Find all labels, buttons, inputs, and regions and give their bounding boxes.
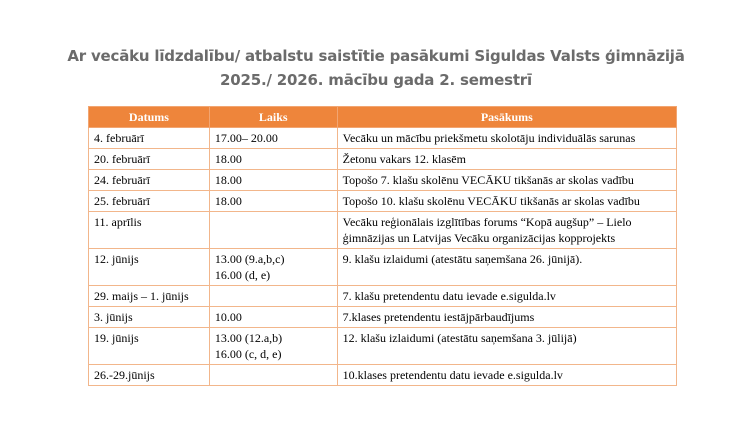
table-header-row xyxy=(89,107,677,128)
events-table xyxy=(88,106,677,386)
date-cell: 29. maijs – 1. jūnijs xyxy=(89,286,210,307)
time-line: 18.00 xyxy=(214,152,242,166)
header-time: Laiks xyxy=(209,107,337,128)
table-row xyxy=(89,249,677,286)
date-cell: 12. jūnijs xyxy=(89,249,210,286)
document-title xyxy=(0,44,752,92)
time-cell xyxy=(209,212,337,249)
event-cell: Vecāku reģionālais izglītības forums “Kopā augšup” – Lielo ģimnāzijas un Latvijas Vecāku organizācijas kopprojekts xyxy=(337,212,676,249)
event-cell: Topošo 7. klašu skolēnu VECĀKU tikšanās ar skolas vadību xyxy=(337,170,676,191)
table-row xyxy=(89,191,677,212)
time-line: 16.00 (d, e) xyxy=(214,268,271,282)
time-line: 18.00 xyxy=(214,194,242,208)
title-line-2: 2025./ 2026. mācību gada 2. semestrī xyxy=(220,71,532,89)
time-line: 16.00 (c, d, e) xyxy=(214,347,282,361)
time-line: 10.00 xyxy=(214,310,242,324)
date-cell: 3. jūnijs xyxy=(89,307,210,328)
event-cell: 12. klašu izlaidumi (atestātu saņemšana 3. jūlijā) xyxy=(337,328,676,365)
event-cell: 7.klases pretendentu iestājpārbaudījums xyxy=(337,307,676,328)
table-row xyxy=(89,307,677,328)
time-cell xyxy=(209,365,337,386)
time-cell xyxy=(209,328,337,365)
table-row xyxy=(89,149,677,170)
time-cell xyxy=(209,307,337,328)
table-body xyxy=(89,128,677,386)
table-row xyxy=(89,365,677,386)
table-row xyxy=(89,128,677,149)
table-row xyxy=(89,212,677,249)
date-cell: 25. februārī xyxy=(89,191,210,212)
header-event: Pasākums xyxy=(337,107,676,128)
header-date: Datums xyxy=(89,107,210,128)
table-row xyxy=(89,286,677,307)
time-line: 13.00 (9.a,b,c) xyxy=(214,252,285,266)
date-cell: 19. jūnijs xyxy=(89,328,210,365)
time-cell xyxy=(209,149,337,170)
event-cell: 7. klašu pretendentu datu ievade e.sigulda.lv xyxy=(337,286,676,307)
time-line: 18.00 xyxy=(214,173,242,187)
title-line-1: Ar vecāku līdzdalību/ atbalstu saistītie pasākumi Siguldas Valsts ģimnāzijā xyxy=(67,47,685,65)
time-line: 17.00– 20.00 xyxy=(214,131,278,145)
event-cell: Žetonu vakars 12. klasēm xyxy=(337,149,676,170)
time-cell xyxy=(209,128,337,149)
time-cell xyxy=(209,286,337,307)
date-cell: 20. februārī xyxy=(89,149,210,170)
table-row xyxy=(89,328,677,365)
time-line: 13.00 (12.a,b) xyxy=(214,331,283,345)
date-cell: 26.-29.jūnijs xyxy=(89,365,210,386)
date-cell: 4. februārī xyxy=(89,128,210,149)
time-cell xyxy=(209,249,337,286)
time-cell xyxy=(209,191,337,212)
event-cell: Topošo 10. klašu skolēnu VECĀKU tikšanās ar skolas vadību xyxy=(337,191,676,212)
event-cell: Vecāku un mācību priekšmetu skolotāju individuālās sarunas xyxy=(337,128,676,149)
date-cell: 11. aprīlis xyxy=(89,212,210,249)
time-cell xyxy=(209,170,337,191)
event-cell: 10.klases pretendentu datu ievade e.sigulda.lv xyxy=(337,365,676,386)
table-row xyxy=(89,170,677,191)
event-cell: 9. klašu izlaidumi (atestātu saņemšana 26. jūnijā). xyxy=(337,249,676,286)
date-cell: 24. februārī xyxy=(89,170,210,191)
